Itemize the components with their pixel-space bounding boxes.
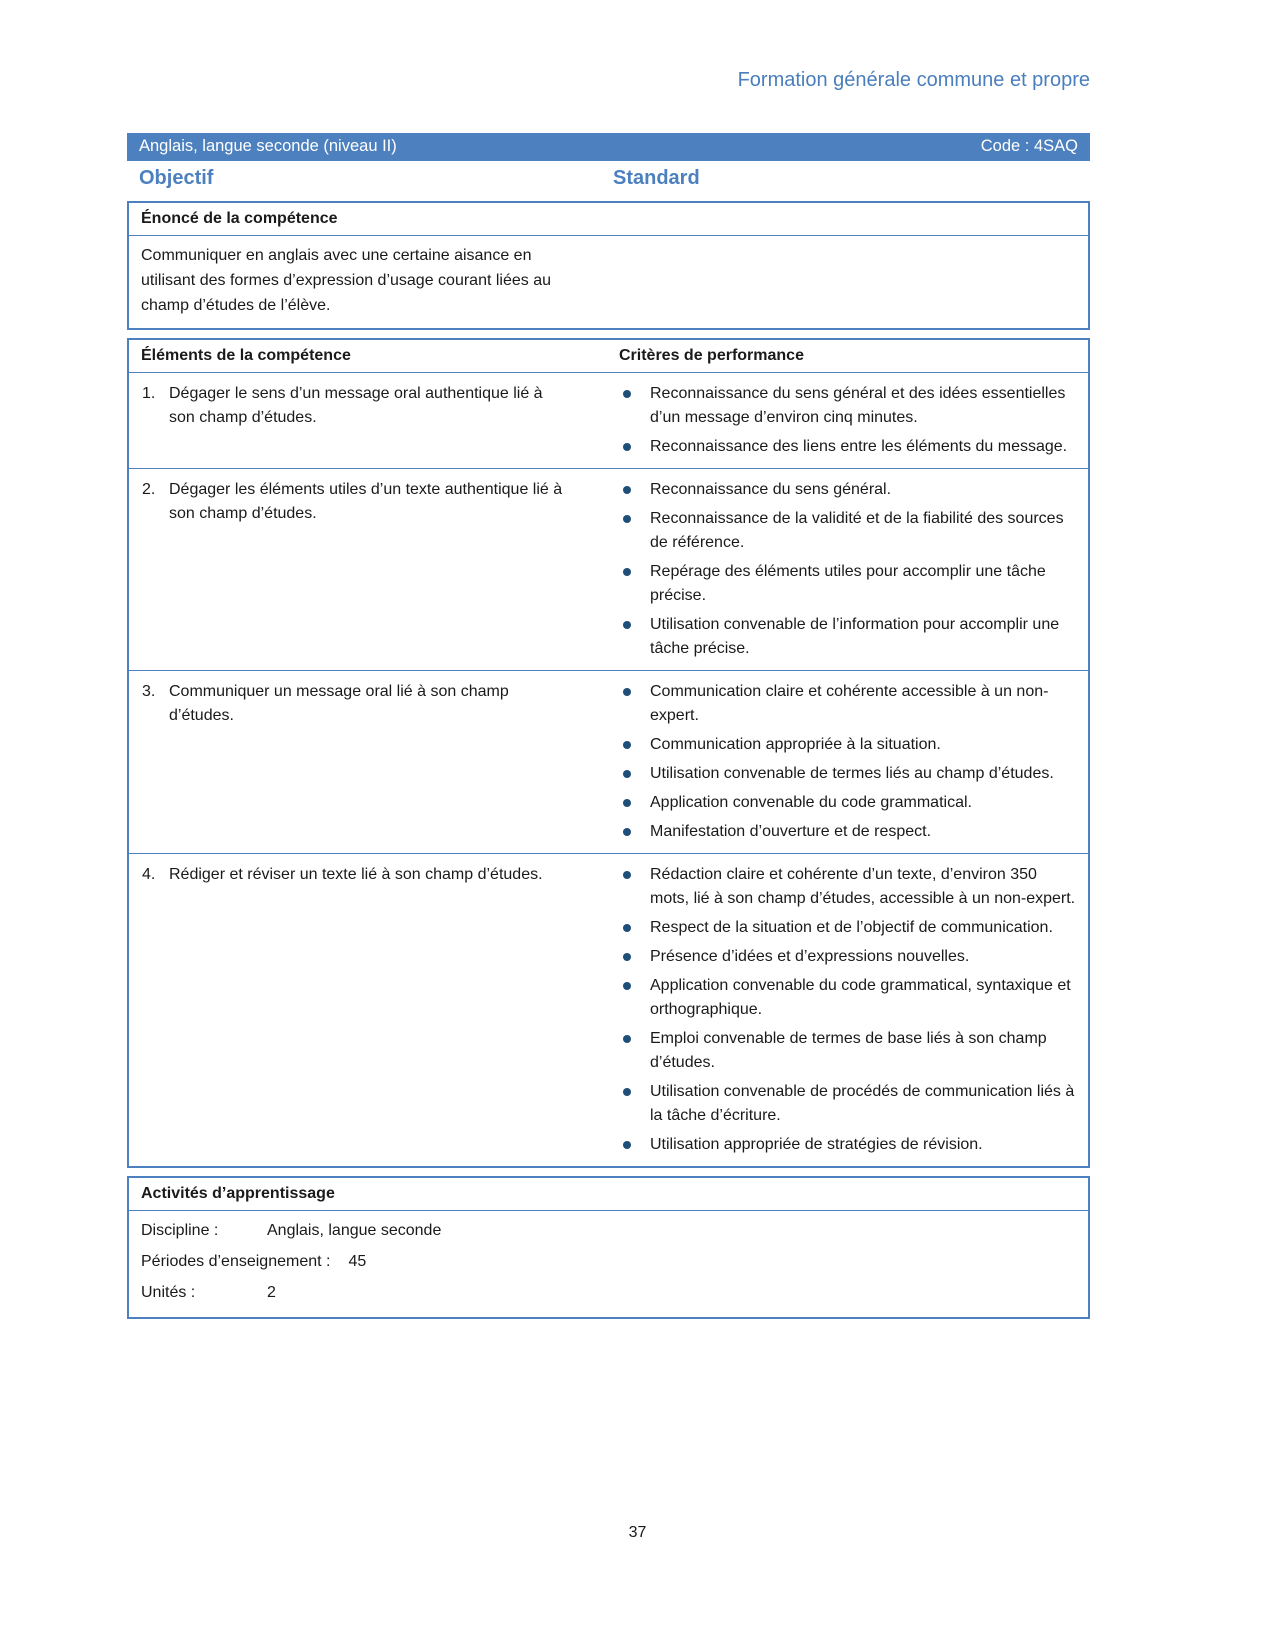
activite-row [141,1250,1076,1274]
criteria-list [615,680,1078,844]
course-title: Anglais, langue seconde (niveau II) [139,137,397,155]
elements-column-header: Éléments de la compétence [141,347,351,364]
enonce-text: Communiquer en anglais avec une certaine aisance en utilisant des formes d’expression d’usage courant liées au champ d’études de l’élève. [141,247,552,314]
element-cell [129,373,607,468]
criteria-list [615,863,1078,1157]
activite-row [141,1281,1076,1305]
element-cell [129,854,607,1166]
criterion-item: Repérage des éléments utiles pour accomplir une tâche précise. [615,560,1078,608]
criterion-item: Respect de la situation et de l’objectif de communication. [615,916,1078,940]
enonce-header: Énoncé de la compétence [129,203,1088,236]
criterion-item: Communication appropriée à la situation. [615,733,1078,757]
criteria-cell [607,373,1088,468]
criterion-item: Manifestation d’ouverture et de respect. [615,820,1078,844]
standard-heading: Standard [613,167,700,189]
activites-table [127,1176,1090,1319]
criteria-list [615,478,1078,661]
criterion-item: Utilisation appropriée de stratégies de révision. [615,1133,1078,1157]
enonce-table [127,201,1090,330]
activite-label: Discipline : [141,1222,219,1239]
competence-rows [129,373,1088,1166]
criteria-cell [607,671,1088,853]
activites-body [129,1211,1088,1317]
element-number: 3. [142,683,156,700]
criterion-item: Application convenable du code grammatical, syntaxique et orthographique. [615,974,1078,1022]
criteria-list [615,382,1078,459]
criterion-item: Présence d’idées et d’expressions nouvelles. [615,945,1078,969]
competence-row [129,373,1088,468]
page-number: 37 [628,1524,647,1541]
competence-row [129,670,1088,853]
activite-label: Périodes d’enseignement : [141,1253,331,1270]
section-header-text: Formation générale commune et propre [737,69,1090,91]
criterion-item: Application convenable du code grammatical. [615,791,1078,815]
element-number: 1. [142,385,156,402]
criteres-column-header: Critères de performance [619,347,804,364]
activite-value: 45 [348,1253,367,1270]
activite-label: Unités : [141,1284,196,1301]
criterion-item: Utilisation convenable de l’information pour accomplir une tâche précise. [615,613,1078,661]
element-text: Communiquer un message oral lié à son champ d’études. [169,683,509,724]
criterion-item: Rédaction claire et cohérente d’un texte, d’environ 350 mots, lié à son champ d’études, accessible à un non-expert. [615,863,1078,911]
element-cell [129,671,607,853]
element-text: Rédiger et réviser un texte lié à son champ d’études. [169,866,543,883]
criterion-item: Reconnaissance du sens général et des idées essentielles d’un message d’environ cinq minutes. [615,382,1078,430]
page-content [127,68,1090,1319]
competence-row [129,853,1088,1166]
criterion-item: Utilisation convenable de termes liés au champ d’études. [615,762,1078,786]
activite-value: 2 [267,1284,276,1301]
activites-header: Activités d’apprentissage [129,1178,1088,1211]
enonce-body [129,236,1088,328]
criterion-item: Utilisation convenable de procédés de communication liés à la tâche d’écriture. [615,1080,1078,1128]
competence-row [129,468,1088,670]
activite-value: Anglais, langue seconde [267,1222,442,1239]
criterion-item: Communication claire et cohérente accessible à un non-expert. [615,680,1078,728]
criterion-item: Emploi convenable de termes de base liés à son champ d’études. [615,1027,1078,1075]
element-number: 2. [142,481,156,498]
criteria-cell [607,854,1088,1166]
competence-table [127,338,1090,1168]
course-code: Code : 4SAQ [980,137,1078,155]
element-number: 4. [142,866,156,883]
criterion-item: Reconnaissance du sens général. [615,478,1078,502]
element-cell [129,469,607,670]
competence-header-row [129,340,1088,373]
element-text: Dégager les éléments utiles d’un texte authentique lié à son champ d’études. [169,481,563,522]
criteria-cell [607,469,1088,670]
element-text: Dégager le sens d’un message oral authentique lié à son champ d’études. [169,385,543,426]
criterion-item: Reconnaissance de la validité et de la fiabilité des sources de référence. [615,507,1078,555]
course-title-bar [127,133,1090,161]
objectif-heading: Objectif [139,167,214,189]
criterion-item: Reconnaissance des liens entre les éléments du message. [615,435,1078,459]
objectif-standard-row [127,163,1090,201]
activite-row [141,1219,1076,1243]
